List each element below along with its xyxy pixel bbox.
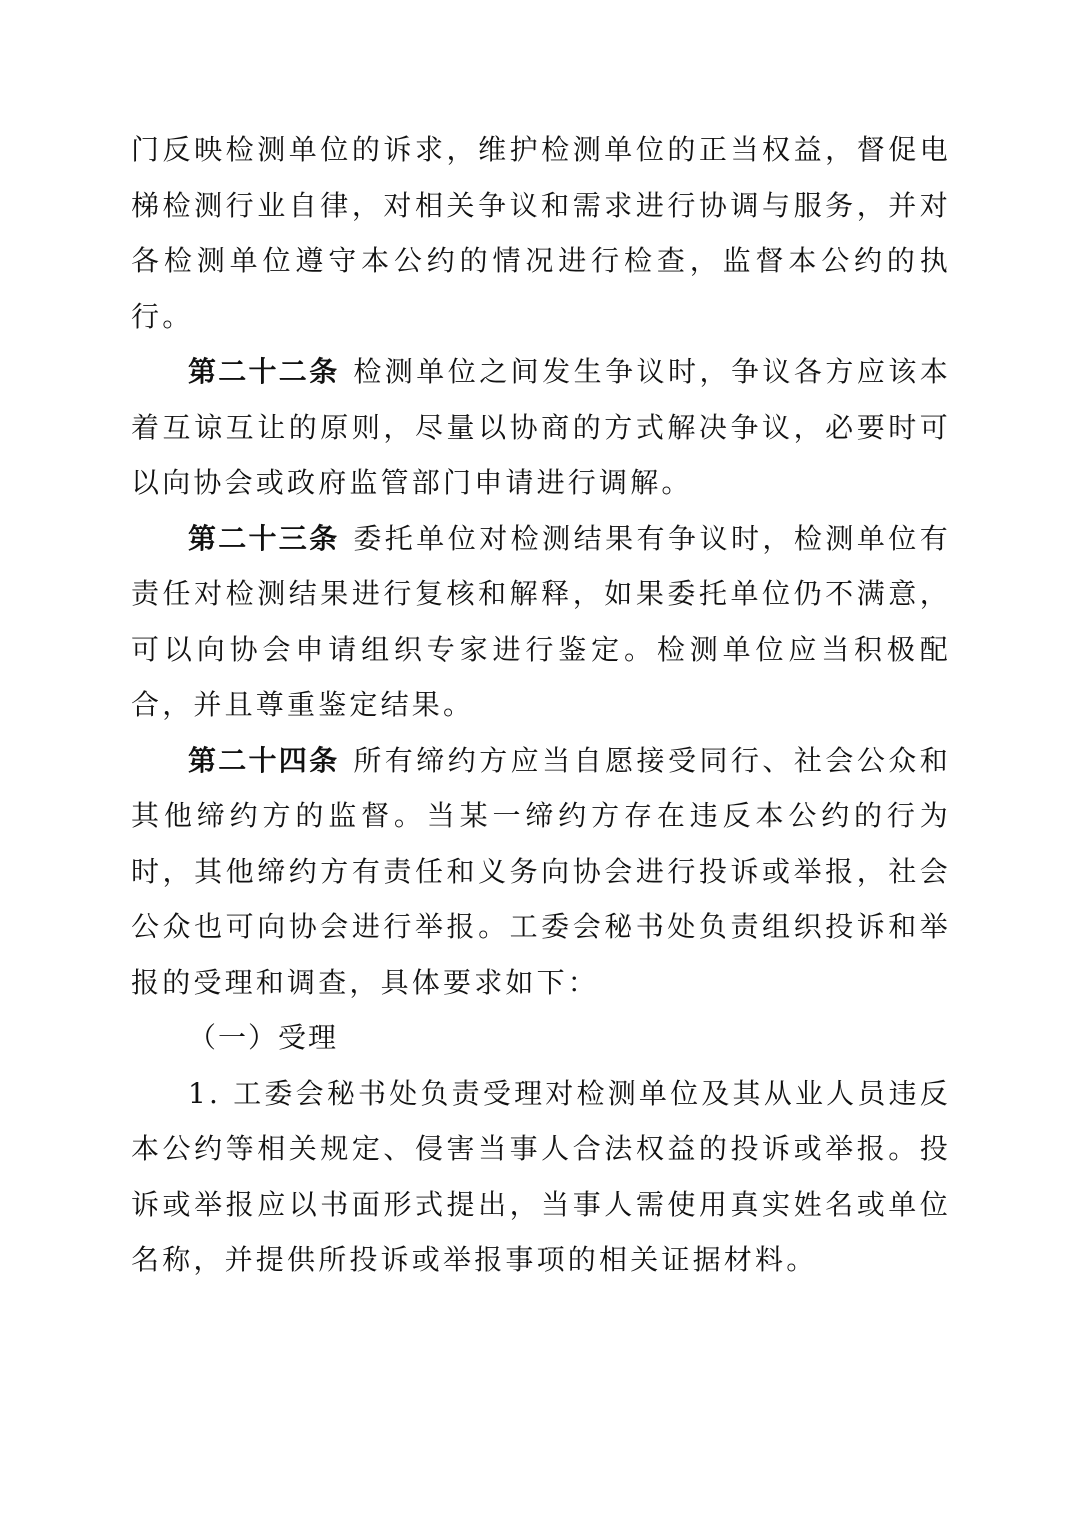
article-22-heading: 第二十二条	[188, 355, 340, 388]
article-23-paragraph	[131, 511, 951, 733]
article-22-paragraph	[131, 344, 951, 511]
article-22-text: 检测单位之间发生争议时，争议各方应该本着互谅互让的原则，尽量以协商的方式解决争议，必要时可以向协会或政府监管部门申请进行调解。	[131, 355, 951, 499]
article-23-text: 委托单位对检测结果有争议时，检测单位有责任对检测结果进行复核和解释，如果委托单位仍不满意，可以向协会申请组织专家进行鉴定。检测单位应当积极配合，并且尊重鉴定结果。	[131, 521, 951, 721]
article-24-paragraph	[131, 733, 951, 1011]
paragraph-continuation: 门反映检测单位的诉求，维护检测单位的正当权益，督促电梯检测行业自律，对相关争议和需求进行协调与服务，并对各检测单位遵守本公约的情况进行检查，监督本公约的执行。	[131, 133, 951, 333]
sub-heading-acceptance: （一）受理	[188, 1021, 339, 1054]
document-body	[131, 122, 951, 1288]
list-item-1: 1. 工委会秘书处负责受理对检测单位及其从业人员违反本公约等相关规定、侵害当事人合法权益的投诉或举报。投诉或举报应以书面形式提出，当事人需使用真实姓名或单位名称，并提供所投诉或举报事项的相关证据材料。	[131, 1076, 951, 1276]
article-24-text: 所有缔约方应当自愿接受同行、社会公众和其他缔约方的监督。当某一缔约方存在违反本公约的行为时，其他缔约方有责任和义务向协会进行投诉或举报，社会公众也可向协会进行举报。工委会秘书处负责组织投诉和举报的受理和调查，具体要求如下：	[131, 743, 951, 999]
article-23-heading: 第二十三条	[188, 521, 340, 555]
article-24-heading: 第二十四条	[188, 743, 340, 777]
